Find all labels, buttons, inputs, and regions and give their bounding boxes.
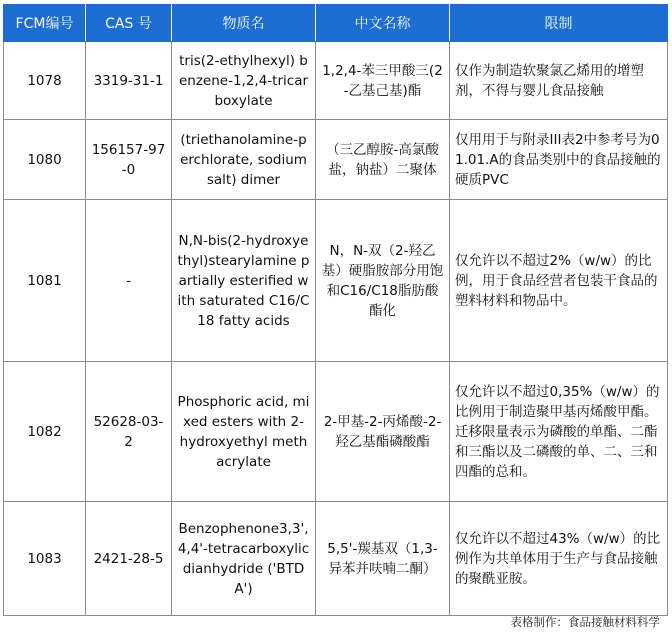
cell-fcm: 1081 — [4, 200, 86, 362]
table-row — [4, 362, 668, 502]
cell-cas: 2421-28-5 — [86, 502, 172, 616]
cell-fcm: 1083 — [4, 502, 86, 616]
table-row — [4, 120, 668, 200]
table-row — [4, 200, 668, 362]
table-credit: 表格制作：食品接触材料科学 — [510, 615, 660, 629]
cell-cas: - — [86, 200, 172, 362]
cell-fcm: 1082 — [4, 362, 86, 502]
cell-chinese-name: 2-甲基-2-丙烯酸-2-羟乙基酯磷酸酯 — [316, 362, 450, 502]
cell-chinese-name: （三乙醇胺-高氯酸盐，钠盐）二聚体 — [316, 120, 450, 200]
cell-fcm: 1080 — [4, 120, 86, 200]
table-row — [4, 502, 668, 616]
cell-restriction: 仅用用于与附录III表2中参考号为01.01.A的食品类别中的食品接触的硬质PVC — [450, 120, 668, 200]
cell-substance: (triethanolamine-perchlorate, sodium salt) dimer — [172, 120, 316, 200]
cell-chinese-name: 1,2,4-苯三甲酸三(2-乙基己基)酯 — [316, 42, 450, 120]
cell-substance: Phosphoric acid, mixed esters with 2- hydroxyethyl methacrylate — [172, 362, 316, 502]
cell-chinese-name: 5,5'-羰基双（1,3-异苯并呋喃二酮） — [316, 502, 450, 616]
table-header-row — [4, 5, 668, 42]
cell-restriction: 仅作为制造软聚氯乙烯用的增塑剂，不得与婴儿食品接触 — [450, 42, 668, 120]
cell-fcm: 1078 — [4, 42, 86, 120]
fcm-substance-table — [3, 4, 668, 616]
cell-substance: tris(2-ethylhexyl) benzene-1,2,4-tricarboxylate — [172, 42, 316, 120]
header-chinese-name: 中文名称 — [316, 5, 450, 42]
cell-substance: Benzophenone3,3',4,4'-tetracarboxylic dianhydride ('BTDA') — [172, 502, 316, 616]
header-cas: CAS 号 — [86, 5, 172, 42]
header-restriction: 限制 — [450, 5, 668, 42]
header-substance: 物质名 — [172, 5, 316, 42]
cell-restriction: 仅允许以不超过2%（w/w）的比例，用于食品经营者包装干食品的塑料材料和物品中。 — [450, 200, 668, 362]
cell-restriction: 仅允许以不超过43%（w/w）的比例作为共单体用于生产与食品接触的聚酰亚胺。 — [450, 502, 668, 616]
cell-cas: 52628-03-2 — [86, 362, 172, 502]
cell-restriction: 仅允许以不超过0,35%（w/w）的比例用于制造聚甲基丙烯酸甲酯。 迁移限量表示为磷酸的单酯、二酯和三酯以及二磷酸的单、二、三和四酯的总和。 — [450, 362, 668, 502]
cell-substance: N,N-bis(2-hydroxyethyl)stearylamine partially esterified with saturated C16/C18 fatty acids — [172, 200, 316, 362]
header-fcm: FCM编号 — [4, 5, 86, 42]
table-row — [4, 42, 668, 120]
cell-cas: 3319-31-1 — [86, 42, 172, 120]
cell-chinese-name: N，N-双（2-羟乙基）硬脂胺部分用饱和C16/C18脂肪酸酯化 — [316, 200, 450, 362]
cell-cas: 156157-97-0 — [86, 120, 172, 200]
